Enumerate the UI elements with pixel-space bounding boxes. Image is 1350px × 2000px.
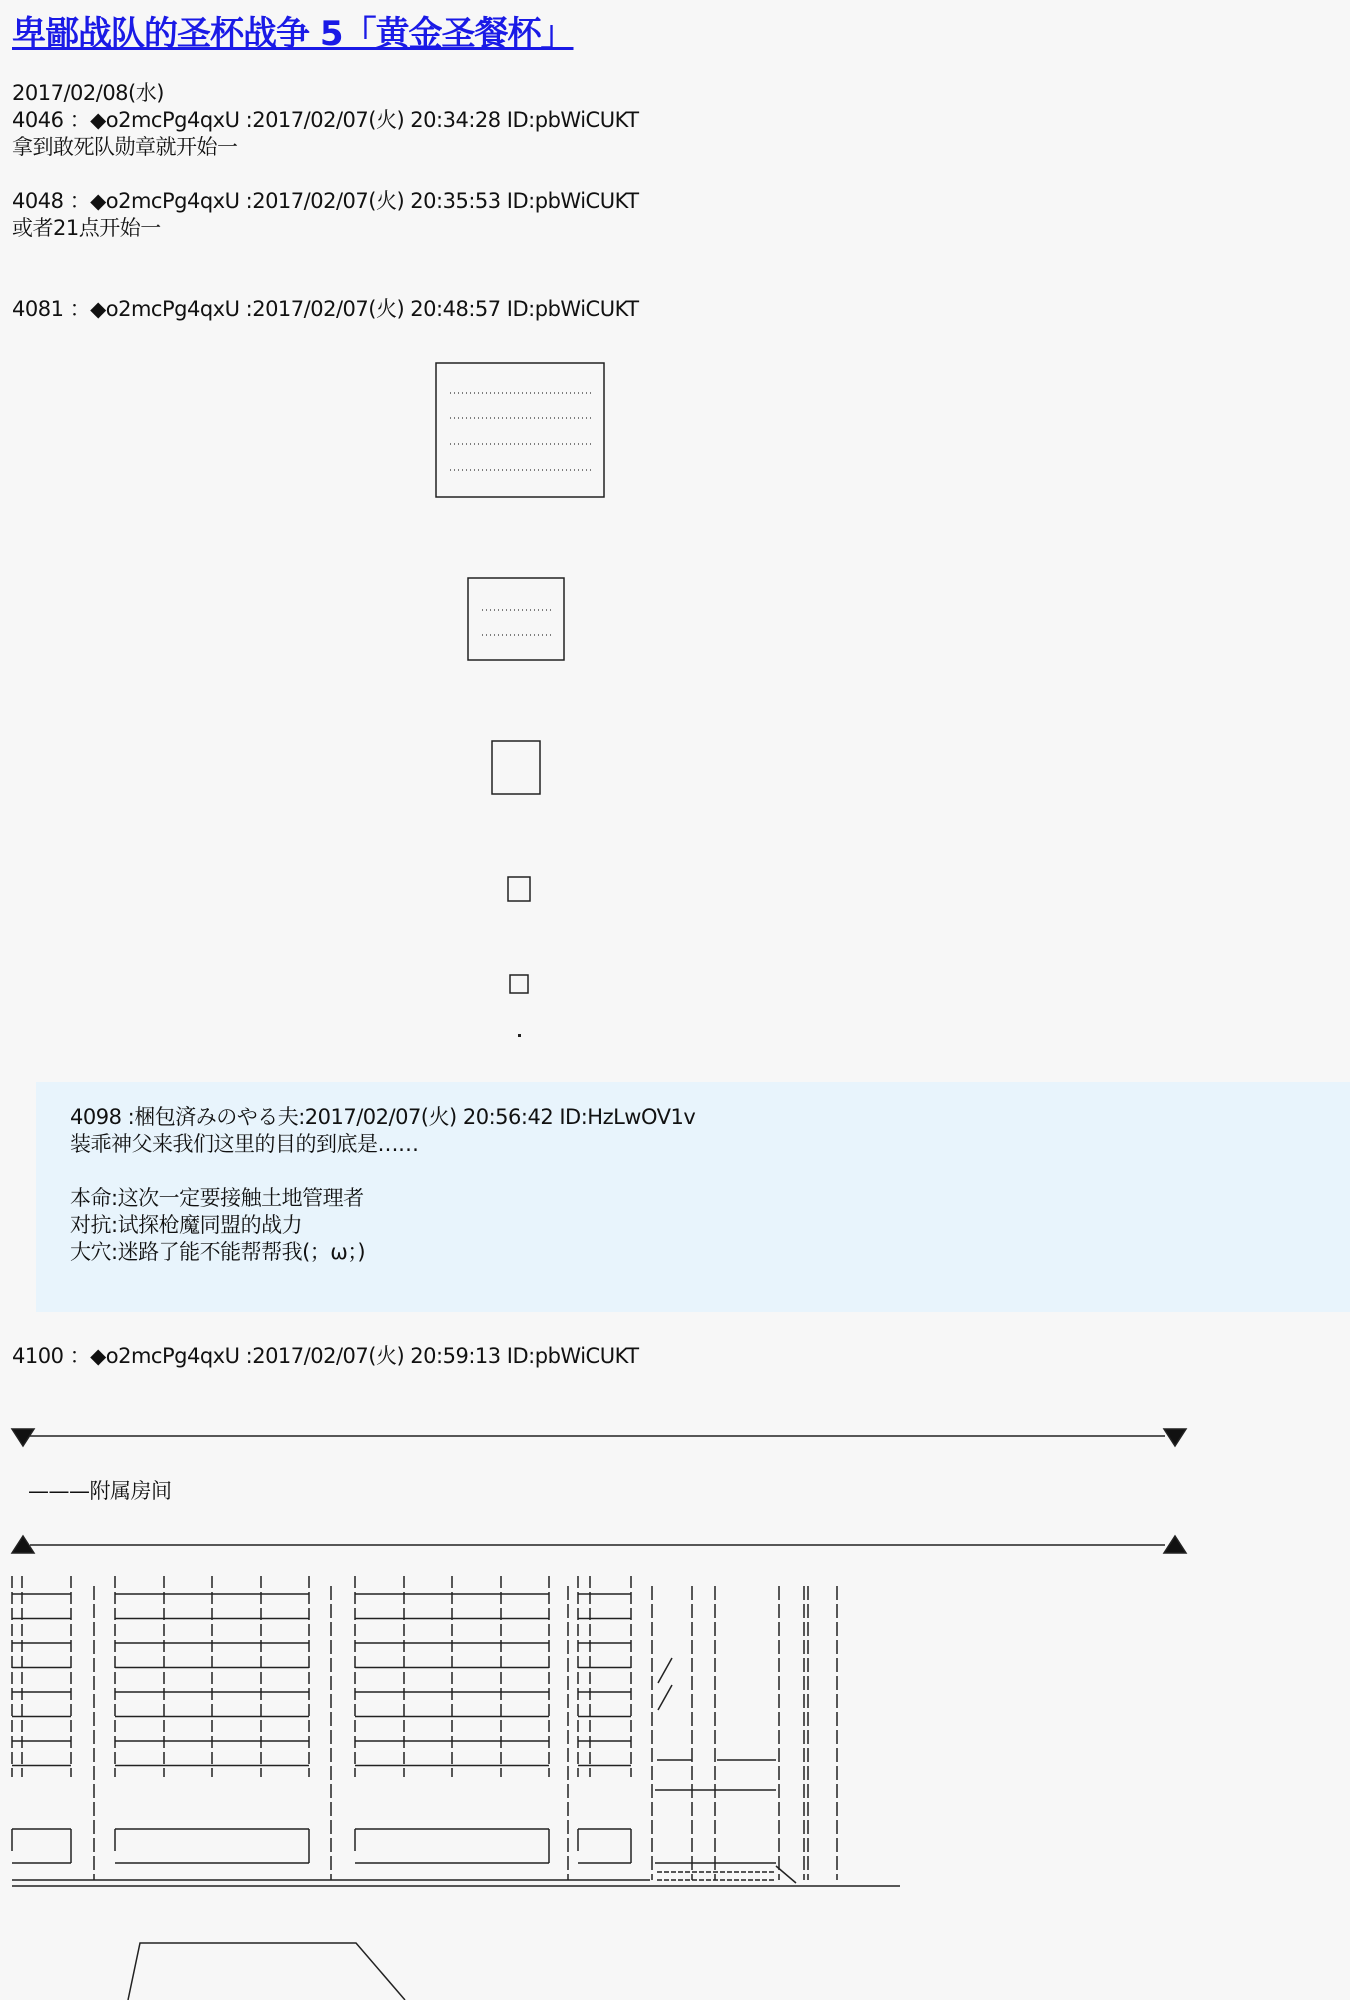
post-body: 大穴:迷路了能不能帮帮我(；ω；) [70, 1240, 366, 1264]
post-body: 装乖神父来我们这里的目的到底是…… [70, 1132, 419, 1156]
divider-bottom [12, 1536, 1186, 1553]
post-header: 4098 :梱包済みのやる夫:2017/02/07(火) 20:56:42 ID:HzLwOV1v [70, 1105, 696, 1129]
post-body: 对抗:试探枪魔同盟的战力 [70, 1213, 303, 1237]
ascii-box-tiny [508, 877, 530, 901]
ascii-dot [518, 1034, 521, 1037]
ascii-table-outline [128, 1943, 405, 2000]
post-header: 4048 ：◆o2mcPg4qxU :2017/02/07(火) 20:35:53 ID:pbWiCUKT [12, 189, 639, 213]
divider-top [12, 1429, 1186, 1446]
ascii-box-medium [468, 578, 564, 660]
post-header: 4100 ：◆o2mcPg4qxU :2017/02/07(火) 20:59:13 ID:pbWiCUKT [12, 1344, 639, 1368]
ascii-box-tinier [510, 975, 528, 993]
post-header: 4081 ：◆o2mcPg4qxU :2017/02/07(火) 20:48:57 ID:pbWiCUKT [12, 297, 639, 321]
ascii-room-grid [12, 1576, 837, 1883]
post-body: 拿到敢死队勋章就开始一 [12, 135, 238, 159]
post-body: 或者21点开始一 [12, 216, 161, 240]
date-header: 2017/02/08(水) [12, 81, 164, 105]
post-body: 本命:这次一定要接触土地管理者 [70, 1186, 364, 1210]
thread-title-link[interactable]: 卑鄙战队的圣杯战争 5「黄金圣餐杯」 [12, 14, 574, 54]
scene-caption: ———附属房间 [28, 1479, 172, 1503]
ascii-box-large [436, 363, 604, 497]
post-header: 4046 ：◆o2mcPg4qxU :2017/02/07(火) 20:34:28 ID:pbWiCUKT [12, 108, 639, 132]
ascii-box-small [492, 741, 540, 794]
ascii-stroke [658, 1658, 672, 1683]
ascii-stroke [658, 1685, 672, 1710]
